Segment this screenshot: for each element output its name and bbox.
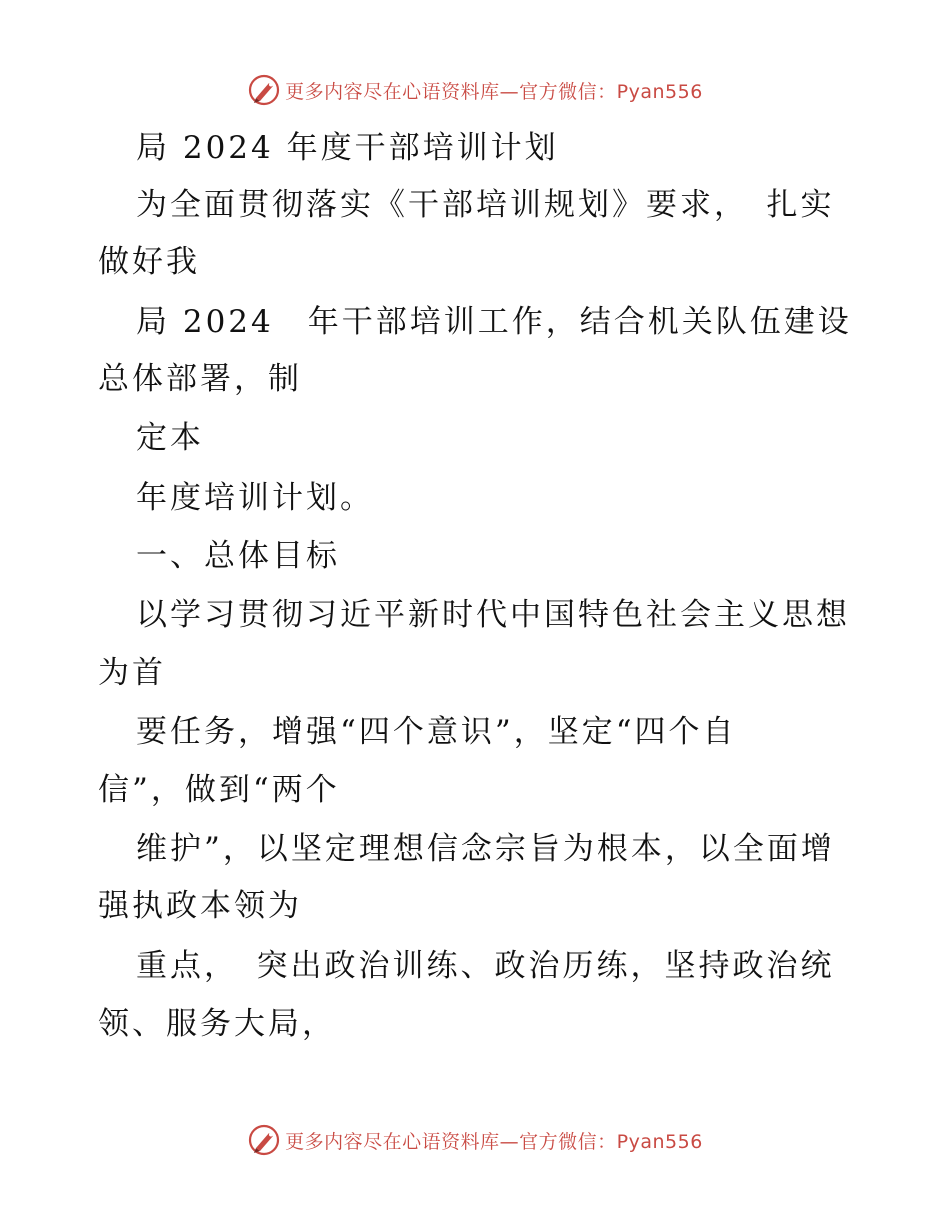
text-line: 以学习贯彻习近平新时代中国特色社会主义思想 [136, 597, 850, 633]
watermark-text: 更多内容尽在心语资料库—官方微信：Pyan556 [285, 1130, 703, 1153]
watermark-footer [0, 1120, 950, 1160]
watermark-text: 更多内容尽在心语资料库—官方微信：Pyan556 [285, 80, 703, 103]
pen-logo-icon [247, 1123, 281, 1157]
text-line: 局 2024 年干部培训工作，结合机关队伍建设 [136, 304, 852, 340]
pen-logo-icon [247, 73, 281, 107]
text-line: 为首 [98, 655, 166, 691]
text-line: 信”，做到“两个 [98, 772, 340, 808]
text-line: 做好我 [98, 244, 200, 280]
text-line: 定本 [136, 420, 204, 456]
text-line: 总体部署，制 [98, 361, 302, 397]
document-title: 局 2024 年度干部培训计划 [136, 130, 559, 166]
text-line: 强执政本领为 [98, 888, 302, 924]
text-line: 维护”，以坚定理想信念宗旨为根本，以全面增 [136, 831, 835, 867]
text-line: 为全面贯彻落实《干部培训规划》要求， 扎实 [136, 187, 835, 223]
text-line: 重点， 突出政治训练、政治历练，坚持政治统 [136, 948, 835, 984]
text-line: 年度培训计划。 [136, 480, 374, 516]
watermark-header [0, 70, 950, 110]
text-line: 领、服务大局， [98, 1006, 336, 1042]
text-line: 要任务，增强“四个意识”，坚定“四个自 [136, 714, 737, 750]
section-heading: 一、总体目标 [136, 538, 340, 574]
